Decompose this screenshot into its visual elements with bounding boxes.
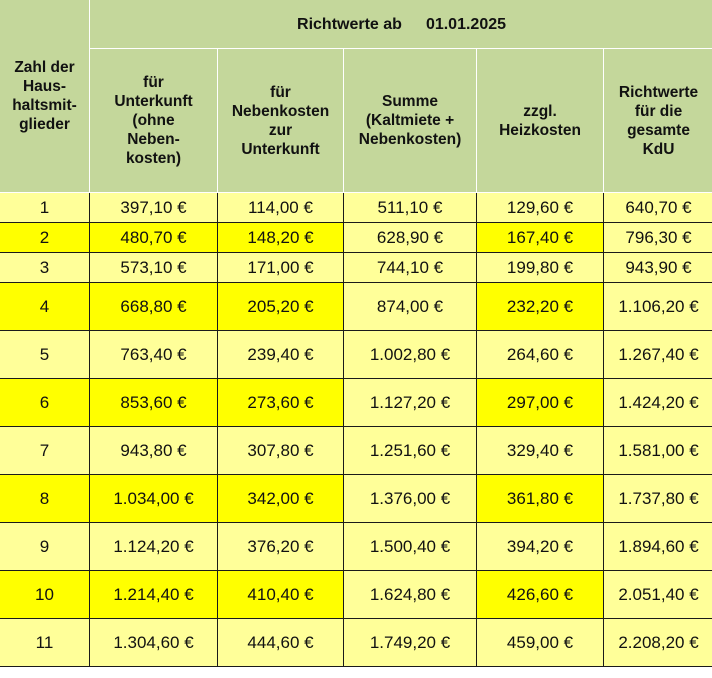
cell-sum: 1.500,40 € — [344, 523, 477, 571]
col-header-line: haltsmit- — [12, 97, 77, 114]
cell-service-costs: 444,60 € — [218, 619, 344, 667]
col-header-household-members — [0, 0, 90, 193]
col-header-line: Zahl der — [14, 59, 75, 76]
cell-total: 2.208,20 € — [604, 619, 712, 667]
col-header-line: Unterkunft — [114, 93, 193, 110]
table-row — [0, 331, 712, 379]
cell-heating: 129,60 € — [477, 193, 604, 223]
col-header-line: Heizkosten — [499, 121, 581, 139]
cell-members: 1 — [0, 193, 90, 223]
table-title-label: Richtwerte ab — [297, 15, 402, 33]
cell-members: 6 — [0, 379, 90, 427]
col-header-total — [604, 49, 712, 193]
col-header-line: für die — [634, 102, 683, 120]
cell-service-costs: 307,80 € — [218, 427, 344, 475]
cell-total: 1.737,80 € — [604, 475, 712, 523]
cell-heating: 459,00 € — [477, 619, 604, 667]
cell-members: 3 — [0, 253, 90, 283]
cell-heating: 232,20 € — [477, 283, 604, 331]
cell-heating: 394,20 € — [477, 523, 604, 571]
table-row — [0, 283, 712, 331]
col-header-line: Richtwerte — [618, 83, 699, 101]
cell-members: 2 — [0, 223, 90, 253]
cell-total: 1.894,60 € — [604, 523, 712, 571]
table-row — [0, 379, 712, 427]
col-header-line: Summe — [382, 93, 438, 110]
cell-accommodation: 853,60 € — [90, 379, 218, 427]
col-header-line: für — [143, 74, 164, 91]
cell-sum: 1.749,20 € — [344, 619, 477, 667]
cell-service-costs: 342,00 € — [218, 475, 344, 523]
col-header-line: Haus- — [22, 78, 67, 95]
col-header-heating — [477, 49, 604, 193]
cell-accommodation: 397,10 € — [90, 193, 218, 223]
table-row — [0, 619, 712, 667]
col-header-accommodation — [90, 49, 218, 193]
cell-heating: 297,00 € — [477, 379, 604, 427]
cell-total: 1.424,20 € — [604, 379, 712, 427]
cell-sum: 874,00 € — [344, 283, 477, 331]
cell-total: 2.051,40 € — [604, 571, 712, 619]
table-title-date: 01.01.2025 — [425, 15, 507, 33]
col-header-service-costs — [218, 49, 344, 193]
cell-accommodation: 573,10 € — [90, 253, 218, 283]
col-header-sum — [344, 49, 477, 193]
table-row — [0, 475, 712, 523]
col-header-line: Nebenkosten — [231, 102, 330, 120]
header-row-title — [0, 0, 712, 49]
table-row — [0, 193, 712, 223]
cell-members: 11 — [0, 619, 90, 667]
cell-heating: 361,80 € — [477, 475, 604, 523]
cell-accommodation: 1.034,00 € — [90, 475, 218, 523]
cell-heating: 426,60 € — [477, 571, 604, 619]
cell-service-costs: 171,00 € — [218, 253, 344, 283]
table-row — [0, 427, 712, 475]
cell-total: 796,30 € — [604, 223, 712, 253]
cell-members: 7 — [0, 427, 90, 475]
col-header-line: Neben- — [127, 131, 180, 148]
col-header-line: zzgl. — [523, 102, 557, 120]
cell-service-costs: 273,60 € — [218, 379, 344, 427]
col-header-line: glieder — [19, 116, 70, 133]
cell-sum: 511,10 € — [344, 193, 477, 223]
cell-members: 5 — [0, 331, 90, 379]
col-header-line: (ohne — [132, 112, 175, 129]
table-row — [0, 223, 712, 253]
col-header-line: Nebenkosten) — [358, 131, 462, 148]
col-header-line: Unterkunft — [241, 140, 320, 158]
table-row — [0, 523, 712, 571]
cell-members: 9 — [0, 523, 90, 571]
cell-total: 640,70 € — [604, 193, 712, 223]
col-header-line: gesamte — [627, 121, 690, 139]
cell-heating: 167,40 € — [477, 223, 604, 253]
cell-accommodation: 480,70 € — [90, 223, 218, 253]
table-row — [0, 253, 712, 283]
cell-members: 8 — [0, 475, 90, 523]
cell-service-costs: 114,00 € — [218, 193, 344, 223]
col-header-line: für — [270, 83, 291, 101]
header-row-columns — [0, 49, 712, 193]
cell-accommodation: 668,80 € — [90, 283, 218, 331]
cell-sum: 744,10 € — [344, 253, 477, 283]
cell-sum: 1.624,80 € — [344, 571, 477, 619]
cell-accommodation: 1.214,40 € — [90, 571, 218, 619]
cell-accommodation: 1.124,20 € — [90, 523, 218, 571]
cell-heating: 329,40 € — [477, 427, 604, 475]
col-header-line: (Kaltmiete + — [365, 112, 455, 129]
cell-heating: 199,80 € — [477, 253, 604, 283]
cell-accommodation: 763,40 € — [90, 331, 218, 379]
cell-total: 1.581,00 € — [604, 427, 712, 475]
cell-service-costs: 239,40 € — [218, 331, 344, 379]
col-header-line: kosten) — [125, 150, 182, 167]
cell-total: 1.106,20 € — [604, 283, 712, 331]
cell-service-costs: 205,20 € — [218, 283, 344, 331]
cell-heating: 264,60 € — [477, 331, 604, 379]
cell-members: 10 — [0, 571, 90, 619]
cell-accommodation: 943,80 € — [90, 427, 218, 475]
cell-accommodation: 1.304,60 € — [90, 619, 218, 667]
cell-service-costs: 410,40 € — [218, 571, 344, 619]
cell-members: 4 — [0, 283, 90, 331]
table-row — [0, 571, 712, 619]
cell-total: 943,90 € — [604, 253, 712, 283]
cell-sum: 1.376,00 € — [344, 475, 477, 523]
cell-sum: 1.002,80 € — [344, 331, 477, 379]
cell-sum: 1.127,20 € — [344, 379, 477, 427]
cell-total: 1.267,40 € — [604, 331, 712, 379]
cell-sum: 628,90 € — [344, 223, 477, 253]
table-title — [90, 0, 712, 49]
col-header-line: zur — [268, 121, 293, 139]
cell-service-costs: 148,20 € — [218, 223, 344, 253]
col-header-line: KdU — [642, 140, 675, 158]
cell-sum: 1.251,60 € — [344, 427, 477, 475]
cell-service-costs: 376,20 € — [218, 523, 344, 571]
